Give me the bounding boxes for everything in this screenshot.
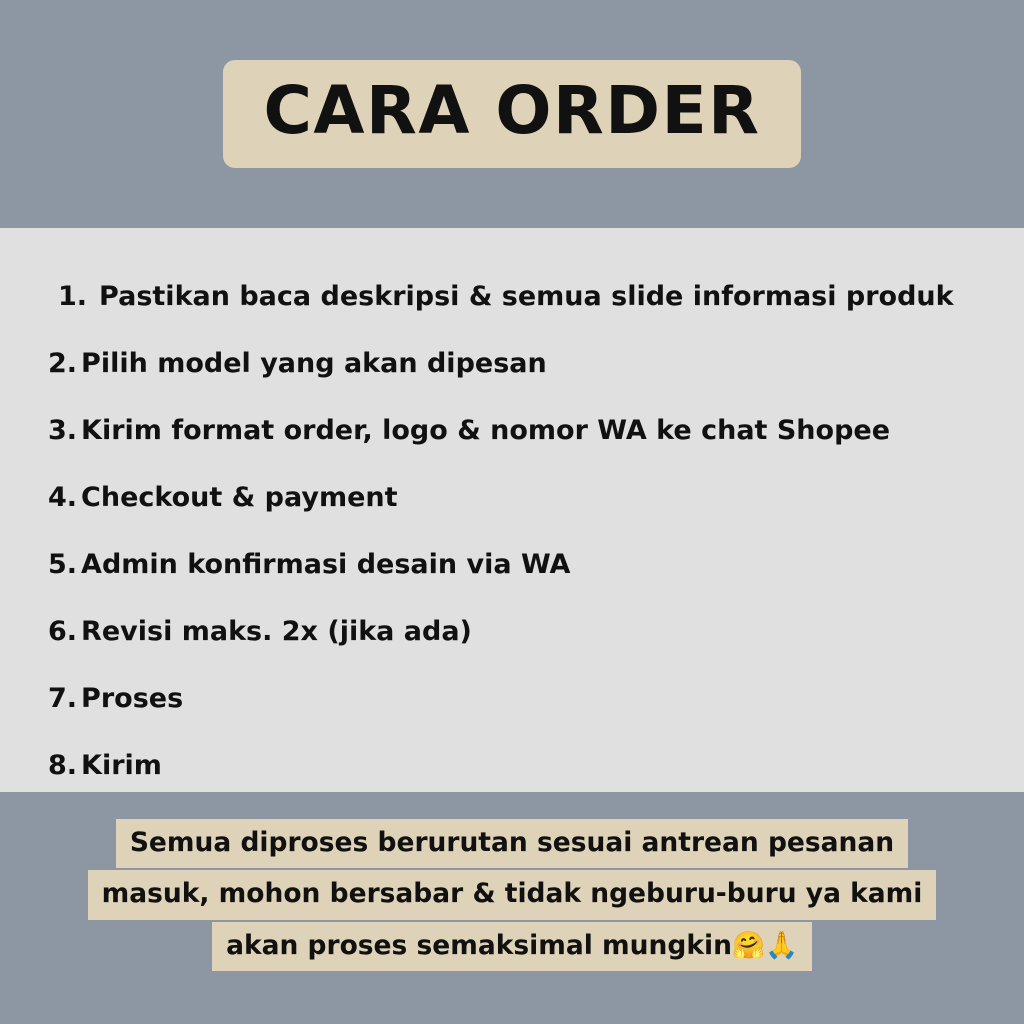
step-number: 4. bbox=[48, 482, 78, 513]
step-number: 7. bbox=[48, 683, 78, 714]
footer-band bbox=[0, 792, 1024, 1024]
step-number: 1. bbox=[58, 281, 88, 312]
page-title: CARA ORDER bbox=[263, 72, 761, 149]
step-text: Revisi maks. 2x (jika ada) bbox=[81, 616, 472, 647]
step-number: 3. bbox=[48, 415, 78, 446]
list-item bbox=[48, 473, 976, 540]
footer-note-line: masuk, mohon bersabar & tidak ngeburu-buru ya kami bbox=[88, 870, 937, 920]
list-item bbox=[48, 607, 976, 674]
step-text: Admin konfirmasi desain via WA bbox=[81, 549, 571, 580]
steps-panel bbox=[0, 228, 1024, 792]
step-text: Proses bbox=[81, 683, 184, 714]
step-number: 6. bbox=[48, 616, 78, 647]
title-chip bbox=[223, 60, 800, 168]
header-band bbox=[0, 0, 1024, 228]
step-number: 5. bbox=[48, 549, 78, 580]
step-text: Pastikan baca deskripsi & semua slide informasi produk bbox=[99, 281, 954, 312]
list-item bbox=[48, 406, 976, 473]
step-text: Kirim format order, logo & nomor WA ke chat Shopee bbox=[81, 415, 891, 446]
step-text: Kirim bbox=[81, 750, 162, 781]
list-item bbox=[48, 339, 976, 406]
step-text: Pilih model yang akan dipesan bbox=[81, 348, 547, 379]
list-item bbox=[48, 674, 976, 741]
footer-note-line: Semua diproses berurutan sesuai antrean pesanan bbox=[116, 819, 908, 869]
list-item bbox=[48, 272, 976, 339]
steps-list bbox=[48, 272, 976, 808]
step-text: Checkout & payment bbox=[81, 482, 398, 513]
footer-note-line: akan proses semaksimal mungkin🤗🙏 bbox=[212, 922, 812, 972]
step-number: 8. bbox=[48, 750, 78, 781]
list-item bbox=[48, 540, 976, 607]
step-number: 2. bbox=[48, 348, 78, 379]
